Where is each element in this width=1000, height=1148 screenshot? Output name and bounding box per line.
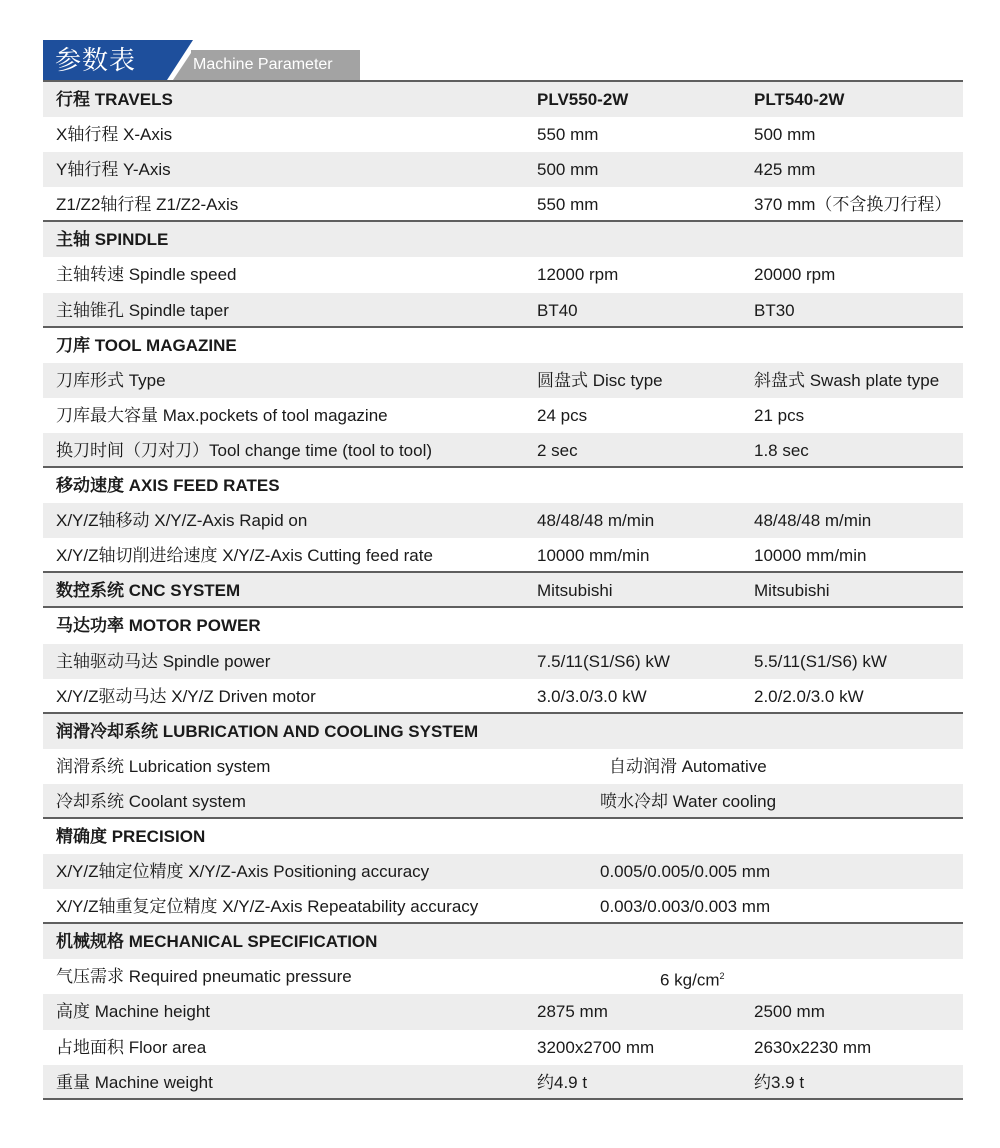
section-header-motor-power	[43, 608, 963, 643]
column-header-plv: PLV550-2W	[537, 90, 629, 109]
plt-value: 斜盘式 Swash plate type	[754, 370, 940, 390]
table-row	[43, 994, 963, 1029]
row-label: 刀库最大容量 Max.pockets of tool magazine	[56, 405, 388, 425]
title-en: Machine Parameter	[191, 50, 360, 80]
plt-value: 2630x2230 mm	[754, 1037, 872, 1057]
plv-value: 7.5/11(S1/S6) kW	[537, 651, 670, 671]
title-cn: 参数表	[43, 40, 167, 80]
section-title: 润滑冷却系统 LUBRICATION AND COOLING SYSTEM	[56, 721, 479, 741]
row-label: 高度 Machine height	[56, 1002, 211, 1022]
plv-value: 24 pcs	[537, 405, 588, 425]
table-row	[43, 959, 963, 994]
plt-value: 1.8 sec	[754, 440, 809, 460]
plt-value: 370 mm（不含换刀行程）	[754, 195, 952, 215]
row-label: 润滑系统 Lubrication system	[56, 756, 271, 776]
plv-value: 约4.9 t	[537, 1072, 588, 1092]
table-row	[43, 117, 963, 152]
table-row	[43, 1065, 963, 1100]
table-row	[43, 398, 963, 433]
plv-value: 圆盘式 Disc type	[537, 370, 663, 390]
plt-value: 500 mm	[754, 125, 816, 145]
plt-value: BT30	[754, 300, 795, 320]
row-label: 换刀时间（刀对刀）Tool change time (tool to tool)	[56, 440, 433, 460]
plv-value: Mitsubishi	[537, 581, 613, 601]
row-label: 占地面积 Floor area	[56, 1037, 207, 1057]
table-row	[43, 257, 963, 292]
table-row	[43, 784, 963, 819]
row-label: Y轴行程 Y-Axis	[56, 160, 171, 180]
row-label: 重量 Machine weight	[56, 1072, 213, 1092]
section-title: 刀库 TOOL MAGAZINE	[56, 335, 237, 355]
row-label: X/Y/Z驱动马达 X/Y/Z Driven motor	[56, 686, 316, 706]
plv-value: 500 mm	[537, 160, 599, 180]
row-label: X/Y/Z轴切削进给速度 X/Y/Z-Axis Cutting feed rate	[56, 546, 433, 566]
section-title: 数控系统 CNC SYSTEM	[56, 581, 241, 601]
row-label: 刀库形式 Type	[56, 370, 166, 390]
plv-value: 10000 mm/min	[537, 546, 650, 566]
table-row	[43, 1030, 963, 1065]
table-row	[43, 854, 963, 889]
table-row	[43, 679, 963, 714]
row-label: X/Y/Z轴移动 X/Y/Z-Axis Rapid on	[56, 511, 308, 531]
shared-value: 自动润滑 Automative	[609, 756, 767, 776]
section-header-lubrication-cooling	[43, 714, 963, 749]
plv-value: 48/48/48 m/min	[537, 511, 655, 531]
section-header-mechanical-spec	[43, 924, 963, 959]
table-row	[43, 538, 963, 573]
section-header-tool-magazine	[43, 328, 963, 363]
shared-value: 喷水冷却 Water cooling	[600, 791, 777, 811]
section-header-precision	[43, 819, 963, 854]
parameter-table	[43, 82, 963, 1100]
plt-value: 2500 mm	[754, 1002, 825, 1022]
column-header-plt: PLT540-2W	[754, 90, 845, 109]
plv-value: 550 mm	[537, 125, 599, 145]
row-label: 主轴转速 Spindle speed	[56, 265, 237, 285]
row-label: X/Y/Z轴重复定位精度 X/Y/Z-Axis Repeatability accuracy	[56, 897, 479, 917]
plv-value: BT40	[537, 300, 578, 320]
plv-value: 12000 rpm	[537, 265, 619, 285]
table-row	[43, 433, 963, 468]
row-label: Z1/Z2轴行程 Z1/Z2-Axis	[56, 195, 239, 215]
plt-value: 21 pcs	[754, 405, 805, 425]
superscript: 2	[719, 971, 725, 982]
plt-value: 10000 mm/min	[754, 546, 867, 566]
row-label: 主轴锥孔 Spindle taper	[56, 300, 229, 320]
section-title: 机械规格 MECHANICAL SPECIFICATION	[56, 932, 378, 952]
plv-value: 3.0/3.0/3.0 kW	[537, 686, 647, 706]
shared-value: 0.003/0.003/0.003 mm	[600, 897, 771, 917]
row-label: X轴行程 X-Axis	[56, 125, 173, 145]
plv-value: 3200x2700 mm	[537, 1037, 655, 1057]
section-title: 精确度 PRECISION	[56, 826, 206, 846]
plt-value: 2.0/2.0/3.0 kW	[754, 686, 864, 706]
shared-value: 0.005/0.005/0.005 mm	[600, 862, 771, 882]
plt-value: 20000 rpm	[754, 265, 836, 285]
section-title: 移动速度 AXIS FEED RATES	[56, 476, 280, 496]
plt-value: 425 mm	[754, 160, 816, 180]
table-row	[43, 363, 963, 398]
plv-value: 2 sec	[537, 440, 578, 460]
table-row	[43, 503, 963, 538]
subtitle-slant-decoration	[173, 50, 193, 80]
table-row	[43, 644, 963, 679]
table-row	[43, 187, 963, 222]
row-label: 冷却系统 Coolant system	[56, 791, 246, 811]
plt-value: 5.5/11(S1/S6) kW	[754, 651, 887, 671]
section-header-cnc-system	[43, 573, 963, 608]
table-row	[43, 293, 963, 328]
plt-value: 约3.9 t	[754, 1072, 805, 1092]
section-header-axis-feed-rates	[43, 468, 963, 503]
row-label: 气压需求 Required pneumatic pressure	[56, 967, 352, 987]
pressure-value: 6 kg/cm	[660, 971, 720, 990]
table-bottom-divider	[43, 1098, 963, 1100]
plt-value: 48/48/48 m/min	[754, 511, 872, 531]
row-label: X/Y/Z轴定位精度 X/Y/Z-Axis Positioning accuracy	[56, 862, 430, 882]
section-title: 马达功率 MOTOR POWER	[56, 616, 261, 636]
section-title: 行程 TRAVELS	[56, 90, 173, 109]
plv-value: 2875 mm	[537, 1002, 608, 1022]
table-row	[43, 749, 963, 784]
section-header-travels	[43, 82, 963, 117]
table-row	[43, 889, 963, 924]
table-row	[43, 152, 963, 187]
plt-value: Mitsubishi	[754, 581, 830, 601]
row-label: 主轴驱动马达 Spindle power	[56, 651, 271, 671]
shared-value	[660, 959, 725, 998]
section-header-spindle	[43, 222, 963, 257]
plv-value: 550 mm	[537, 195, 599, 215]
page-header	[43, 40, 963, 82]
section-title: 主轴 SPINDLE	[56, 230, 169, 250]
